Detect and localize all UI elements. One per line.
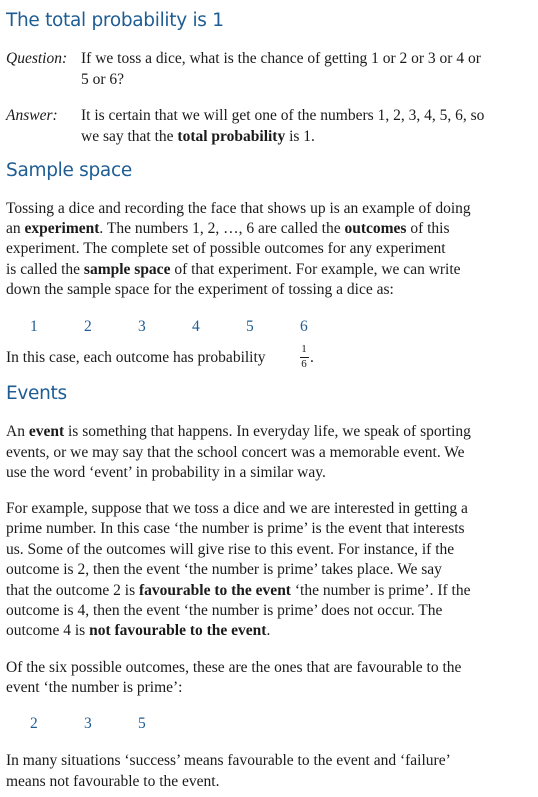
outcome-number: 2 (30, 715, 38, 732)
outcome-number: 4 (192, 318, 200, 335)
fraction-denominator: 6 (301, 358, 307, 370)
paragraph-line: For example, suppose that we toss a dice and we are interested in getting a (6, 500, 468, 517)
paragraph-line: In many situations ‘success’ means favourable to the event and ‘failure’ (6, 752, 451, 769)
paragraph-line: outcome is 2, then the event ‘the number is prime’ takes place. We say (6, 561, 442, 578)
paragraph-line: event ‘the number is prime’: (6, 679, 183, 696)
term-outcomes: outcomes (344, 220, 407, 237)
outcome-number: 5 (138, 715, 146, 732)
outcome-number: 5 (246, 318, 254, 335)
paragraph-line: In this case, each outcome has probability (6, 349, 266, 366)
question-line: If we toss a dice, what is the chance of getting 1 or 2 or 3 or 4 or (81, 50, 481, 67)
question-label: Question: (6, 50, 68, 67)
fraction-numerator: 1 (301, 343, 307, 355)
term-favourable: favourable to the event (139, 582, 291, 599)
term-event: event (28, 423, 65, 440)
paragraph-line: outcome 4 is not favourable to the event. (6, 622, 271, 639)
paragraph-line: events, or we may say that the school concert was a memorable event. We (6, 444, 465, 461)
paragraph-line: experiment. The complete set of possible outcomes for any experiment (6, 240, 446, 257)
paragraph-line: is called the sample space of that experiment. For example, we can write (6, 261, 461, 278)
heading-total-probability: The total probability is 1 (6, 10, 224, 31)
fraction-period: . (310, 349, 314, 366)
outcome-number: 6 (300, 318, 308, 335)
outcome-number: 3 (84, 715, 92, 732)
paragraph-line: us. Some of the outcomes will give rise to this event. For instance, if the (6, 541, 455, 558)
paragraph-line: outcome is 4, then the event ‘the number is prime’ does not occur. The (6, 602, 443, 619)
question-line: 5 or 6? (81, 71, 125, 88)
answer-label: Answer: (6, 107, 58, 124)
paragraph-line: prime number. In this case ‘the number is prime’ is the event that interests (6, 520, 465, 537)
term-sample-space: sample space (83, 261, 171, 278)
paragraph-line: an experiment. The numbers 1, 2, …, 6 are called the outcomes of this (6, 220, 450, 237)
answer-line: we say that the total probability is 1. (81, 128, 315, 145)
outcome-number: 1 (30, 318, 38, 335)
paragraph-line: An event is something that happens. In everyday life, we speak of sporting (6, 423, 471, 440)
paragraph-line: Of the six possible outcomes, these are the ones that are favourable to the (6, 659, 462, 676)
answer-line: It is certain that we will get one of the numbers 1, 2, 3, 4, 5, 6, so (81, 107, 485, 124)
term-experiment: experiment (24, 220, 100, 237)
heading-events: Events (6, 383, 67, 404)
term-not-favourable: not favourable to the event (89, 622, 267, 639)
paragraph-line: down the sample space for the experiment of tossing a dice as: (6, 281, 394, 298)
paragraph-line: means not favourable to the event. (6, 773, 220, 790)
paragraph-line: use the word ‘event’ in probability in a similar way. (6, 464, 326, 481)
term-total-probability: total probability (177, 128, 286, 145)
outcome-number: 3 (138, 318, 146, 335)
heading-sample-space: Sample space (6, 160, 132, 181)
paragraph-line: Tossing a dice and recording the face that shows up is an example of doing (6, 200, 471, 217)
outcome-number: 2 (84, 318, 92, 335)
paragraph-line: that the outcome 2 is favourable to the event ‘the number is prime’. If the (6, 582, 471, 599)
